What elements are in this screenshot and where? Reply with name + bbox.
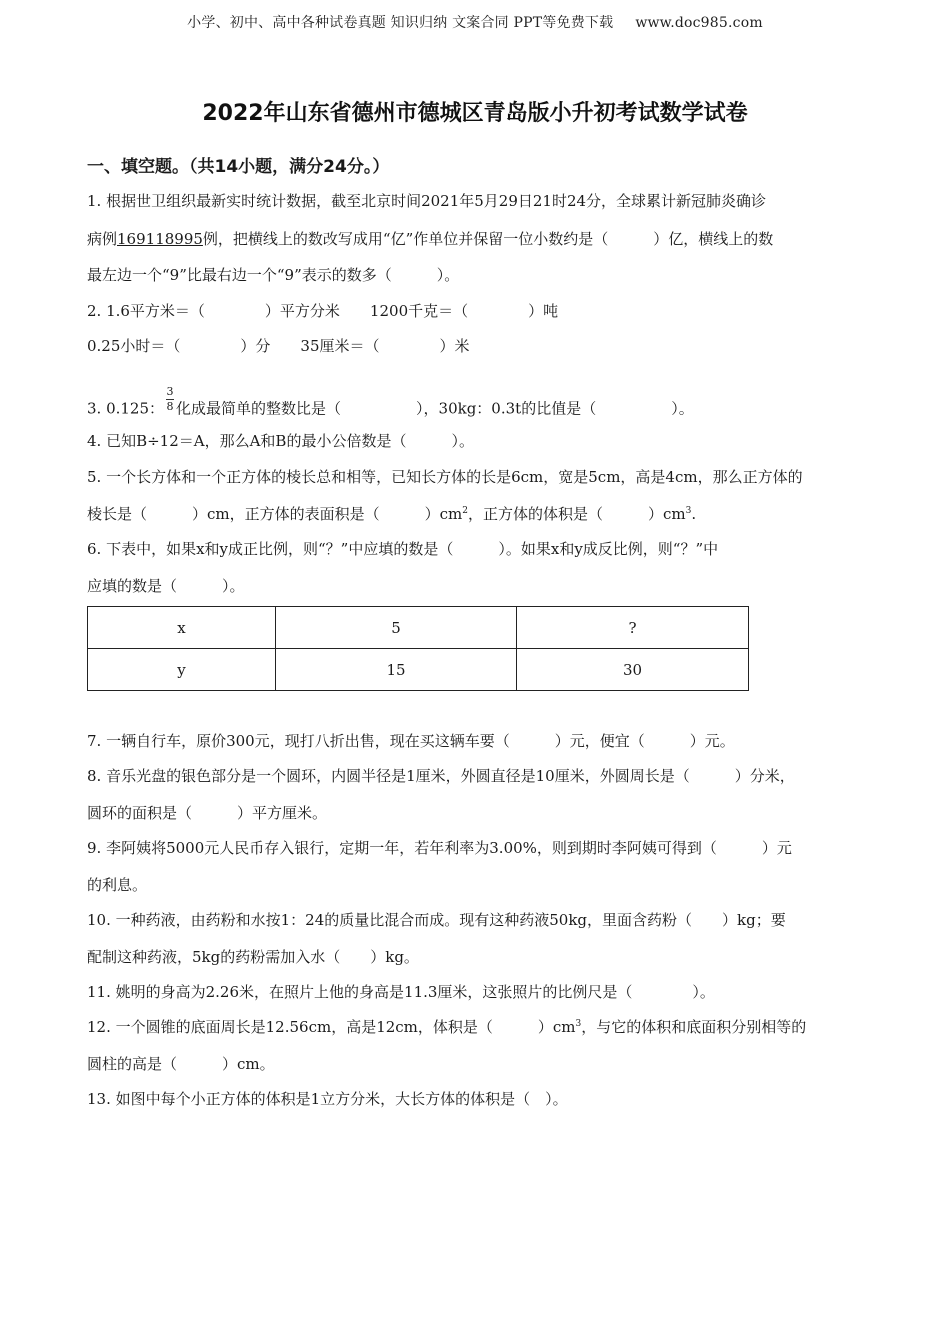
xy-table (87, 606, 749, 691)
q7-line: 7. 一辆自行车，原价300元，现打八折出售，现在买这辆车要（ ）元，便宜（ ）元。 (87, 732, 735, 750)
q2-line1: 2. 1.6平方米＝（ ）平方分米 1200千克＝（ ）吨 (87, 302, 559, 320)
q5-sup-cubed: 3 (685, 506, 692, 516)
q1-line2 (87, 228, 773, 249)
q5-line2 (87, 503, 696, 524)
page-header (0, 12, 950, 32)
q3-fraction-denominator: 8 (166, 400, 174, 413)
header-site: www.doc985.com (635, 15, 763, 31)
q5-line2-c: . (691, 505, 697, 523)
q5-line2-b: ，正方体的体积是（ ）cm (468, 505, 686, 523)
q13-line: 13. 如图中每个小正方体的体积是1立方分米，大长方体的体积是（ ）。 (87, 1090, 568, 1108)
q1-line1: 1. 根据世卫组织最新实时统计数据，截至北京时间2021年5月29日21时24分，全球累计新冠肺炎确诊 (87, 192, 767, 210)
q9-line2: 的利息。 (87, 876, 148, 894)
q10-line1: 10. 一种药液，由药粉和水按1：24的质量比混合而成。现有这种药液50kg，里面含药粉（ ）kg；要 (87, 911, 786, 929)
q8-line1: 8. 音乐光盘的银色部分是一个圆环，内圆半径是1厘米，外圆直径是10厘米，外圆周长是（ ）分米， (87, 767, 795, 785)
q1-line3: 最左边一个“9”比最右边一个“9”表示的数多（ ）。 (87, 266, 460, 284)
q12-line1 (87, 1016, 806, 1037)
q4-line: 4. 已知B÷12＝A，那么A和B的最小公倍数是（ ）。 (87, 432, 474, 450)
table-row (88, 607, 749, 649)
table-cell: 15 (276, 649, 517, 691)
page-title: 2022年山东省德州市德城区青岛版小升初考试数学试卷 (202, 101, 748, 126)
q5-line2-a: 棱长是（ ）cm，正方体的表面积是（ ）cm (87, 505, 463, 523)
table-cell: 30 (517, 649, 749, 691)
q10-line2: 配制这种药液，5kg的药粉需加入水（ ）kg。 (87, 948, 419, 966)
q11-line: 11. 姚明的身高为2.26米，在照片上他的身高是11.3厘米，这张照片的比例尺是（ ）。 (87, 983, 715, 1001)
q9-line1: 9. 李阿姨将5000元人民币存入银行，定期一年，若年利率为3.00%，则到期时李阿姨可得到（ ）元 (87, 839, 792, 857)
q1-underlined-number: 169118995 (117, 230, 203, 248)
q12-line1-b: ，与它的体积和底面积分别相等的 (581, 1018, 807, 1036)
q3-part-a: 3. 0.125： (87, 399, 165, 418)
header-text: 小学、初中、高中各种试卷真题 知识归纳 文案合同 PPT等免费下载 (187, 15, 614, 31)
table-cell: ? (517, 607, 749, 649)
q2-line2: 0.25小时＝（ ）分 35厘米＝（ ）米 (87, 337, 470, 355)
table-cell: x (88, 607, 276, 649)
section-heading: 一、填空题。（共14小题，满分24分。） (87, 157, 390, 177)
q5-sup-squared: 2 (462, 506, 468, 516)
q6-line2: 应填的数是（ ）。 (87, 577, 245, 595)
q3-line (87, 385, 694, 423)
q1-line2-a: 病例 (87, 230, 118, 248)
table-row (88, 649, 749, 691)
table-cell: y (88, 649, 276, 691)
q6-line1: 6. 下表中，如果x和y成正比例，则“？”中应填的数是（ ）。如果x和y成反比例，则“？”中 (87, 540, 719, 558)
q5-line1: 5. 一个长方体和一个正方体的棱长总和相等，已知长方体的长是6cm，宽是5cm，高是4cm，那么正方体的 (87, 468, 803, 486)
q8-line2: 圆环的面积是（ ）平方厘米。 (87, 804, 328, 822)
table-cell: 5 (276, 607, 517, 649)
q12-sup-cubed: 3 (575, 1019, 582, 1029)
q3-fraction (166, 386, 174, 413)
q3-fraction-numerator: 3 (166, 385, 174, 398)
q1-line2-b: 例，把横线上的数改写成用“亿”作单位并保留一位小数约是（ ）亿，横线上的数 (202, 230, 774, 248)
q3-part-b: 化成最简单的整数比是（ ），30kg：0.3t的比值是（ ）。 (176, 399, 694, 418)
q12-line1-a: 12. 一个圆锥的底面周长是12.56cm，高是12cm，体积是（ ）cm (87, 1018, 576, 1036)
q12-line2: 圆柱的高是（ ）cm。 (87, 1055, 275, 1073)
